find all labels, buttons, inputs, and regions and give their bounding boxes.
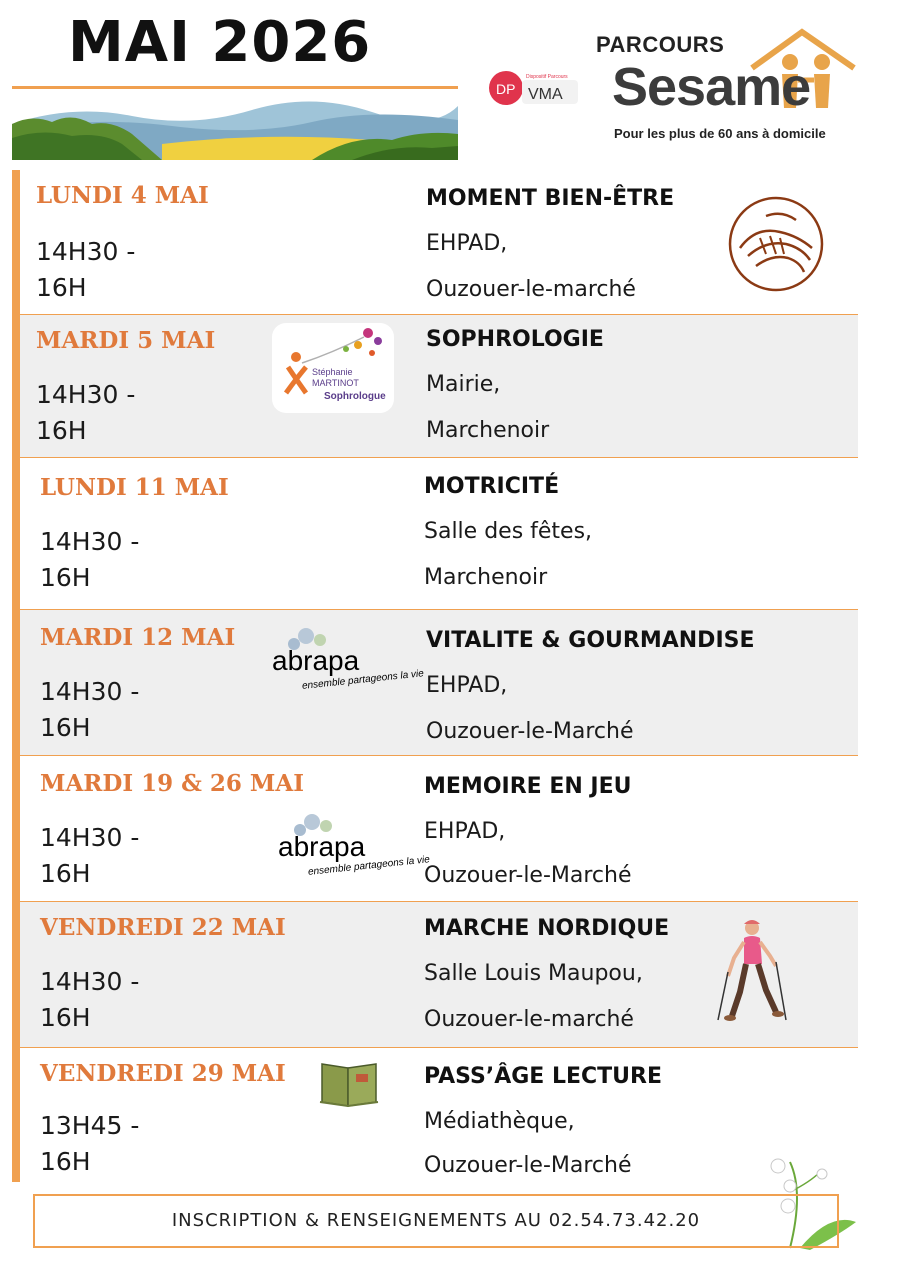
vma-text: VMA <box>528 86 563 103</box>
event-time: 14H30 - 16H <box>36 380 136 445</box>
abrapa-tagline: ensemble partageons la vie <box>307 854 431 878</box>
sophro-name2: MARTINOT <box>312 378 359 388</box>
brand-line1: PARCOURS <box>596 32 725 57</box>
event-row-4 <box>20 610 858 756</box>
landscape-banner <box>12 94 458 160</box>
dp-text: DP <box>496 81 516 97</box>
event-row-3 <box>20 458 858 610</box>
event-date: VENDREDI 29 MAI <box>40 1060 286 1087</box>
nordic-walker-icon <box>714 916 794 1026</box>
event-activity: MARCHE NORDIQUE <box>424 916 670 941</box>
event-activity: MOTRICITÉ <box>424 474 560 499</box>
dp-vma-logo <box>488 70 580 110</box>
sophro-role: Sophrologue <box>324 391 386 402</box>
event-activity: SOPHROLOGIE <box>426 327 604 352</box>
event-date: LUNDI 4 MAI <box>36 182 209 209</box>
event-location-2: Ouzouer-le-Marché <box>424 863 632 888</box>
event-activity: MEMOIRE EN JEU <box>424 774 632 799</box>
event-location-2: Marchenoir <box>424 565 548 590</box>
event-date: MARDI 5 MAI <box>36 327 216 354</box>
event-activity: VITALITE & GOURMANDISE <box>426 628 755 653</box>
event-date: MARDI 12 MAI <box>40 624 236 651</box>
event-location-2: Marchenoir <box>426 418 550 443</box>
dp-small-text: Dispositif Parcours <box>526 74 568 80</box>
page-title: MAI 2026 <box>68 10 372 75</box>
parcours-sesame-logo <box>592 28 864 148</box>
abrapa-word: abrapa <box>278 831 366 862</box>
title-underline <box>12 86 458 89</box>
event-location-2: Ouzouer-le-Marché <box>424 1153 632 1178</box>
footer-box <box>33 1194 839 1248</box>
event-location-1: EHPAD, <box>426 673 508 698</box>
abrapa-tagline: ensemble partageons la vie <box>301 668 425 692</box>
event-location-1: EHPAD, <box>424 819 506 844</box>
event-location-1: EHPAD, <box>426 231 508 256</box>
left-accent-bar <box>12 170 20 1182</box>
event-row-6 <box>20 902 858 1048</box>
sophrologie-logo <box>272 323 394 413</box>
event-location-1: Médiathèque, <box>424 1109 575 1134</box>
abrapa-logo <box>270 624 425 696</box>
event-row-5 <box>20 756 858 902</box>
abrapa-word: abrapa <box>272 645 360 676</box>
event-activity: MOMENT BIEN-ÊTRE <box>426 186 675 211</box>
event-location-2: Ouzouer-le-marché <box>424 1007 634 1032</box>
event-location-1: Salle des fêtes, <box>424 519 593 544</box>
event-row-7 <box>20 1048 858 1182</box>
event-activity: PASS’ÂGE LECTURE <box>424 1064 662 1089</box>
event-location-1: Salle Louis Maupou, <box>424 961 643 986</box>
event-time: 13H45 - 16H <box>40 1111 140 1176</box>
event-location-2: Ouzouer-le-Marché <box>426 719 634 744</box>
event-location-2: Ouzouer-le-marché <box>426 277 636 302</box>
abrapa-logo <box>276 810 431 882</box>
event-location-1: Mairie, <box>426 372 501 397</box>
book-icon <box>318 1058 380 1108</box>
event-time: 14H30 - 16H <box>40 823 140 888</box>
hands-icon <box>726 196 826 292</box>
sophro-name1: Stéphanie <box>312 367 353 377</box>
event-time: 14H30 - 16H <box>40 967 140 1032</box>
brand-name: Sesame <box>612 57 811 117</box>
event-time: 14H30 - 16H <box>40 677 140 742</box>
event-row-2 <box>20 315 858 458</box>
event-row-1 <box>20 172 858 315</box>
brand-tagline: Pour les plus de 60 ans à domicile <box>614 126 826 141</box>
event-time: 14H30 - 16H <box>36 237 136 302</box>
event-date: LUNDI 11 MAI <box>40 474 229 501</box>
event-time: 14H30 - 16H <box>40 527 140 592</box>
footer-contact-text: INSCRIPTION & RENSEIGNEMENTS AU 02.54.73.42.20 <box>171 1210 701 1231</box>
event-date: VENDREDI 22 MAI <box>40 914 286 941</box>
event-date: MARDI 19 & 26 MAI <box>40 770 304 797</box>
